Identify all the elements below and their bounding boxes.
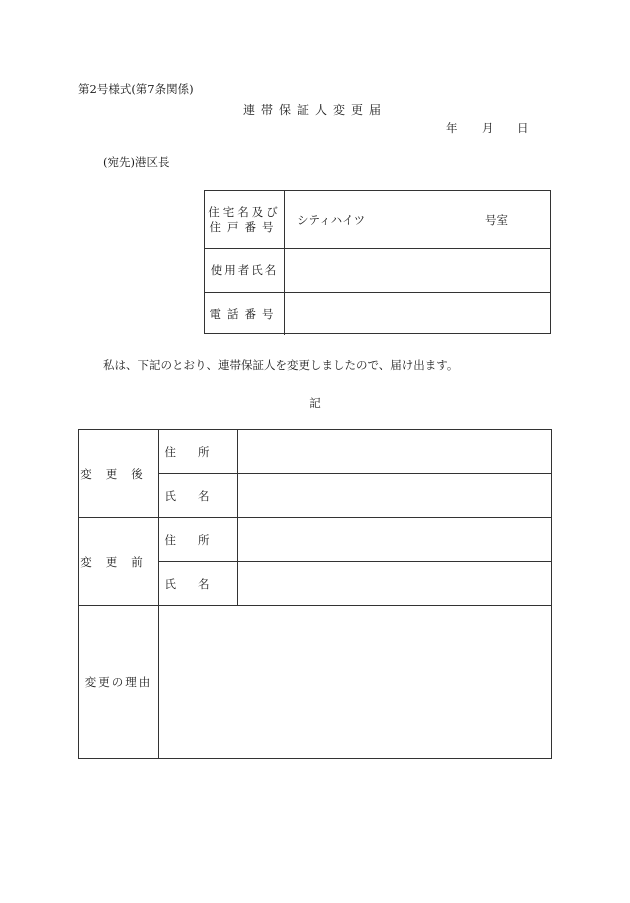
change-details-table <box>78 429 552 759</box>
reason-field[interactable] <box>159 606 551 758</box>
reason-label: 変更の理由 <box>84 675 153 689</box>
after-change-label: 変更後 <box>80 466 157 481</box>
after-address-label: 住所 <box>164 444 232 459</box>
user-name-row <box>205 248 550 292</box>
before-address-label: 住所 <box>164 532 232 547</box>
before-name-label: 氏名 <box>164 576 232 591</box>
after-name-label: 氏名 <box>164 488 232 503</box>
ki-heading: 記 <box>309 396 321 410</box>
before-name-field[interactable] <box>238 562 551 605</box>
date-year-label: 年 <box>446 121 458 135</box>
room-number-suffix: 号室 <box>485 213 508 227</box>
address-label-line2: 住戸番号 <box>209 219 280 234</box>
user-name-label: 使用者氏名 <box>205 249 285 292</box>
address-label <box>205 191 285 248</box>
applicant-info-table <box>204 190 551 334</box>
date-month-label: 月 <box>482 121 494 135</box>
address-row <box>205 191 550 248</box>
phone-row <box>205 292 550 335</box>
after-address-field[interactable] <box>238 430 551 473</box>
building-name: シティハイツ <box>297 213 366 227</box>
form-number: 第2号様式(第7条関係) <box>78 82 194 96</box>
after-name-field[interactable] <box>238 474 551 517</box>
phone-field[interactable] <box>285 293 550 335</box>
user-name-field[interactable] <box>285 249 550 292</box>
document-title: 連帯保証人変更届 <box>242 103 387 117</box>
phone-label: 電話番号 <box>205 293 285 335</box>
addressee: (宛先)港区長 <box>103 155 170 169</box>
address-label-line1: 住宅名及び <box>208 204 281 219</box>
before-change-label: 変更前 <box>80 554 157 569</box>
address-value[interactable] <box>285 191 550 248</box>
before-address-field[interactable] <box>238 518 551 561</box>
date-day-label: 日 <box>517 121 529 135</box>
statement-text: 私は、下記のとおり、連帯保証人を変更しましたので、届け出ます。 <box>103 358 459 372</box>
